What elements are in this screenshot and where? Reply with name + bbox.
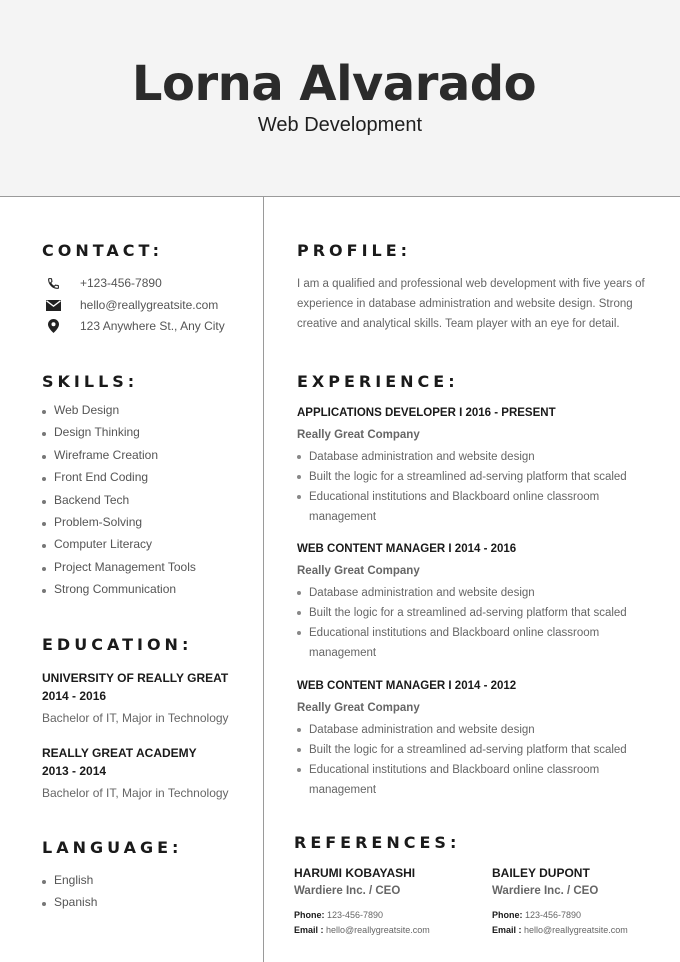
job-bullet: Database administration and website design: [297, 583, 657, 603]
job-company: Really Great Company: [297, 429, 420, 441]
education-entry-school: [42, 669, 228, 705]
job-bullet: Built the logic for a streamlined ad-serving platform that scaled: [297, 603, 657, 623]
education-years: 2013 - 2014: [42, 764, 107, 778]
envelope-icon: [42, 298, 64, 312]
reference-name: BAILEY DUPONT: [492, 866, 590, 880]
education-years: 2014 - 2016: [42, 689, 107, 703]
reference-phone-label: Phone:: [294, 910, 325, 920]
skill-item: Project Management Tools: [42, 560, 196, 582]
map-pin-icon: [42, 319, 64, 333]
contact-phone: [42, 276, 162, 290]
skills-heading: SKILLS:: [42, 372, 139, 391]
job-bullet: Database administration and website design: [297, 447, 657, 467]
job-bullet: Built the logic for a streamlined ad-serving platform that scaled: [297, 740, 657, 760]
reference-phone: [492, 908, 680, 923]
candidate-role: Web Development: [257, 114, 423, 136]
job-bullet: Built the logic for a streamlined ad-serving platform that scaled: [297, 467, 657, 487]
skill-item: Wireframe Creation: [42, 448, 196, 470]
language-item: English: [42, 873, 97, 895]
skill-item: Web Design: [42, 403, 196, 425]
references-heading: REFERENCES:: [294, 833, 461, 852]
skill-item: Backend Tech: [42, 493, 196, 515]
education-degree: Bachelor of IT, Major in Technology: [42, 786, 229, 800]
resume-header: [0, 0, 680, 197]
skill-item: Computer Literacy: [42, 537, 196, 559]
job-company: Really Great Company: [297, 702, 420, 714]
reference-title: Wardiere Inc. / CEO: [492, 885, 599, 897]
candidate-name: Lorna Alvarado: [131, 56, 537, 112]
reference-card: [294, 864, 484, 938]
skill-item: Problem-Solving: [42, 515, 196, 537]
reference-phone-value: 123-456-7890: [327, 910, 384, 920]
job-bullet-list: [297, 583, 657, 663]
job-bullet: Educational institutions and Blackboard online classroom management: [297, 760, 657, 800]
job-bullet-list: [297, 447, 657, 527]
education-degree: Bachelor of IT, Major in Technology: [42, 711, 229, 725]
reference-phone: [294, 908, 484, 923]
contact-heading: CONTACT:: [42, 241, 163, 260]
skill-item: Strong Communication: [42, 582, 196, 604]
reference-email: [492, 923, 680, 938]
reference-card: [492, 864, 680, 938]
job-title: WEB CONTENT MANAGER I 2014 - 2016: [297, 543, 517, 555]
job-bullet: Database administration and website design: [297, 720, 657, 740]
phone-icon: [42, 276, 64, 290]
job-bullet: Educational institutions and Blackboard online classroom management: [297, 487, 657, 527]
reference-name: HARUMI KOBAYASHI: [294, 866, 416, 880]
experience-heading: EXPERIENCE:: [297, 372, 459, 391]
reference-phone-label: Phone:: [492, 910, 523, 920]
profile-summary: I am a qualified and professional web development with five years of experience in database administration and website design. Strong creative and analytical skills. Team player with an eye for detail.: [297, 278, 645, 330]
job-company: Really Great Company: [297, 565, 420, 577]
reference-phone-value: 123-456-7890: [525, 910, 582, 920]
reference-title: Wardiere Inc. / CEO: [294, 885, 401, 897]
reference-email-value: hello@reallygreatsite.com: [326, 925, 430, 935]
skill-item: Front End Coding: [42, 470, 196, 492]
skills-list: [42, 403, 196, 605]
column-divider: [263, 197, 264, 962]
contact-email: [42, 298, 218, 312]
reference-email-value: hello@reallygreatsite.com: [524, 925, 628, 935]
language-item: Spanish: [42, 895, 97, 917]
job-title: WEB CONTENT MANAGER I 2014 - 2012: [297, 680, 517, 692]
contact-address: [42, 319, 225, 333]
experience-job: [297, 539, 657, 663]
experience-job: [297, 676, 657, 800]
education-school-name: REALLY GREAT ACADEMY: [42, 746, 197, 760]
experience-job: [297, 403, 657, 527]
education-school-name: UNIVERSITY OF REALLY GREAT: [42, 671, 229, 685]
reference-email: [294, 923, 484, 938]
contact-phone-text: +123-456-7890: [80, 276, 162, 290]
job-bullet: Educational institutions and Blackboard online classroom management: [297, 623, 657, 663]
reference-email-label: Email :: [294, 925, 324, 935]
language-heading: LANGUAGE:: [42, 838, 183, 857]
contact-address-text: 123 Anywhere St., Any City: [80, 319, 225, 333]
contact-email-text: hello@reallygreatsite.com: [80, 298, 219, 312]
reference-email-label: Email :: [492, 925, 522, 935]
skill-item: Design Thinking: [42, 425, 196, 447]
job-title: APPLICATIONS DEVELOPER I 2016 - PRESENT: [297, 407, 556, 419]
education-entry-school: [42, 744, 197, 780]
job-bullet-list: [297, 720, 657, 800]
education-heading: EDUCATION:: [42, 635, 193, 654]
profile-heading: PROFILE:: [297, 241, 412, 260]
language-list: [42, 873, 97, 917]
